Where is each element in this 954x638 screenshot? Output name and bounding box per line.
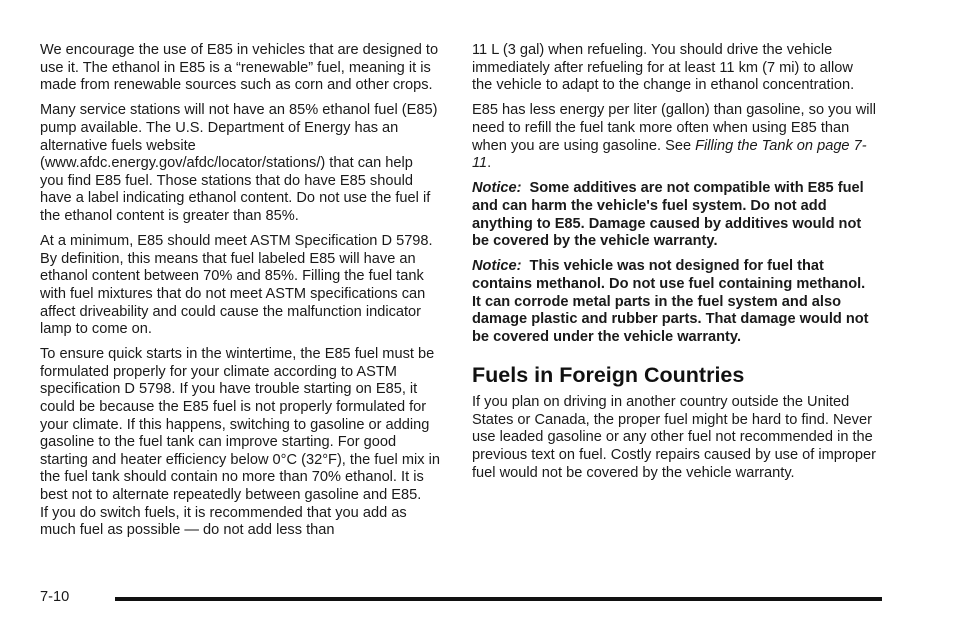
paragraph-astm-spec: At a minimum, E85 should meet ASTM Specification D 5798. By definition, this means that fuel labeled E85 will have an ethanol content between 70% and 85%. Filling the fuel tank with fuel mixtures that do not meet ASTM specifications can affect driveability and could cause the malfunction indicator lamp to come on. bbox=[40, 233, 433, 338]
footer-rule bbox=[115, 597, 882, 601]
notice-label: Notice: bbox=[472, 258, 522, 275]
notice-label: Notice: bbox=[472, 180, 522, 197]
paragraph-energy bbox=[472, 102, 876, 172]
notice-methanol-text: This vehicle was not designed for fuel that contains methanol. Do not use fuel containing methanol. It can corrode metal parts in the fuel system and also damage plastic and rubber parts. That damage would not be covered under the vehicle warranty. bbox=[472, 258, 869, 345]
right-column bbox=[472, 42, 876, 490]
notice-additives bbox=[472, 180, 876, 250]
paragraph-refueling: 11 L (3 gal) when refueling. You should drive the vehicle immediately after refueling for at least 11 km (7 mi) to allow the vehicle to adapt to the change in ethanol concentration. bbox=[472, 42, 855, 94]
paragraph-e85-renewable: We encourage the use of E85 in vehicles that are designed to use it. The ethanol in E85 is a “renewable” fuel, meaning it is made from renewable sources such as corn and other crops. bbox=[40, 42, 439, 94]
paragraph-e85-availability: Many service stations will not have an 85% ethanol fuel (E85) pump available. The U.S. Department of Energy has an alternative fuels website (www.afdc.energy.gov/afdc/locator/stations/) that can help you find E85 fuel. Those stations that do have E85 should have a label indicating ethanol content. Do not use the fuel if the ethanol content is greater than 85%. bbox=[40, 102, 438, 224]
paragraph-foreign-countries: If you plan on driving in another country outside the United States or Canada, the proper fuel might be hard to find. Never use leaded gasoline or any other fuel not recommended in the previous text on fuel. Costly repairs caused by use of improper fuel would not be covered by the vehicle warranty. bbox=[472, 394, 876, 481]
left-column bbox=[40, 42, 440, 547]
page-number: 7-10 bbox=[40, 589, 70, 605]
paragraph-energy-text: E85 has less energy per liter (gallon) than gasoline, so you will need to refill the fuel tank more often when using E85 than when you are using gasoline. See bbox=[472, 102, 876, 154]
paragraph-switch-fuels: If you do switch fuels, it is recommended that you add as much fuel as possible — do not add less than bbox=[40, 504, 407, 539]
paragraph-energy-end: . bbox=[487, 155, 492, 172]
section-heading: Fuels in Foreign Countries bbox=[472, 363, 745, 388]
notice-additives-text: Some additives are not compatible with E85 fuel and can harm the vehicle's fuel system. Do not add anything to E85. Damage caused by additives would not be covered by the vehicle warranty. bbox=[472, 180, 864, 250]
paragraph-winter-starts: To ensure quick starts in the wintertime, the E85 fuel must be formulated properly for your climate according to ASTM specification D 5798. If you have trouble starting on E85, it could be because the E85 fuel is not properly formulated for your climate. If this happens, switching to gasoline or adding gasoline to the fuel tank can improve starting. For good starting and heater efficiency below 0°C (32°F), the fuel mix in the fuel tank should contain no more than 70% ethanol. It is best not to alternate repeatedly between gasoline and E85. bbox=[40, 346, 440, 504]
notice-methanol bbox=[472, 258, 876, 346]
filling-tank-reference: Filling the Tank on page 7-11 bbox=[472, 137, 867, 172]
